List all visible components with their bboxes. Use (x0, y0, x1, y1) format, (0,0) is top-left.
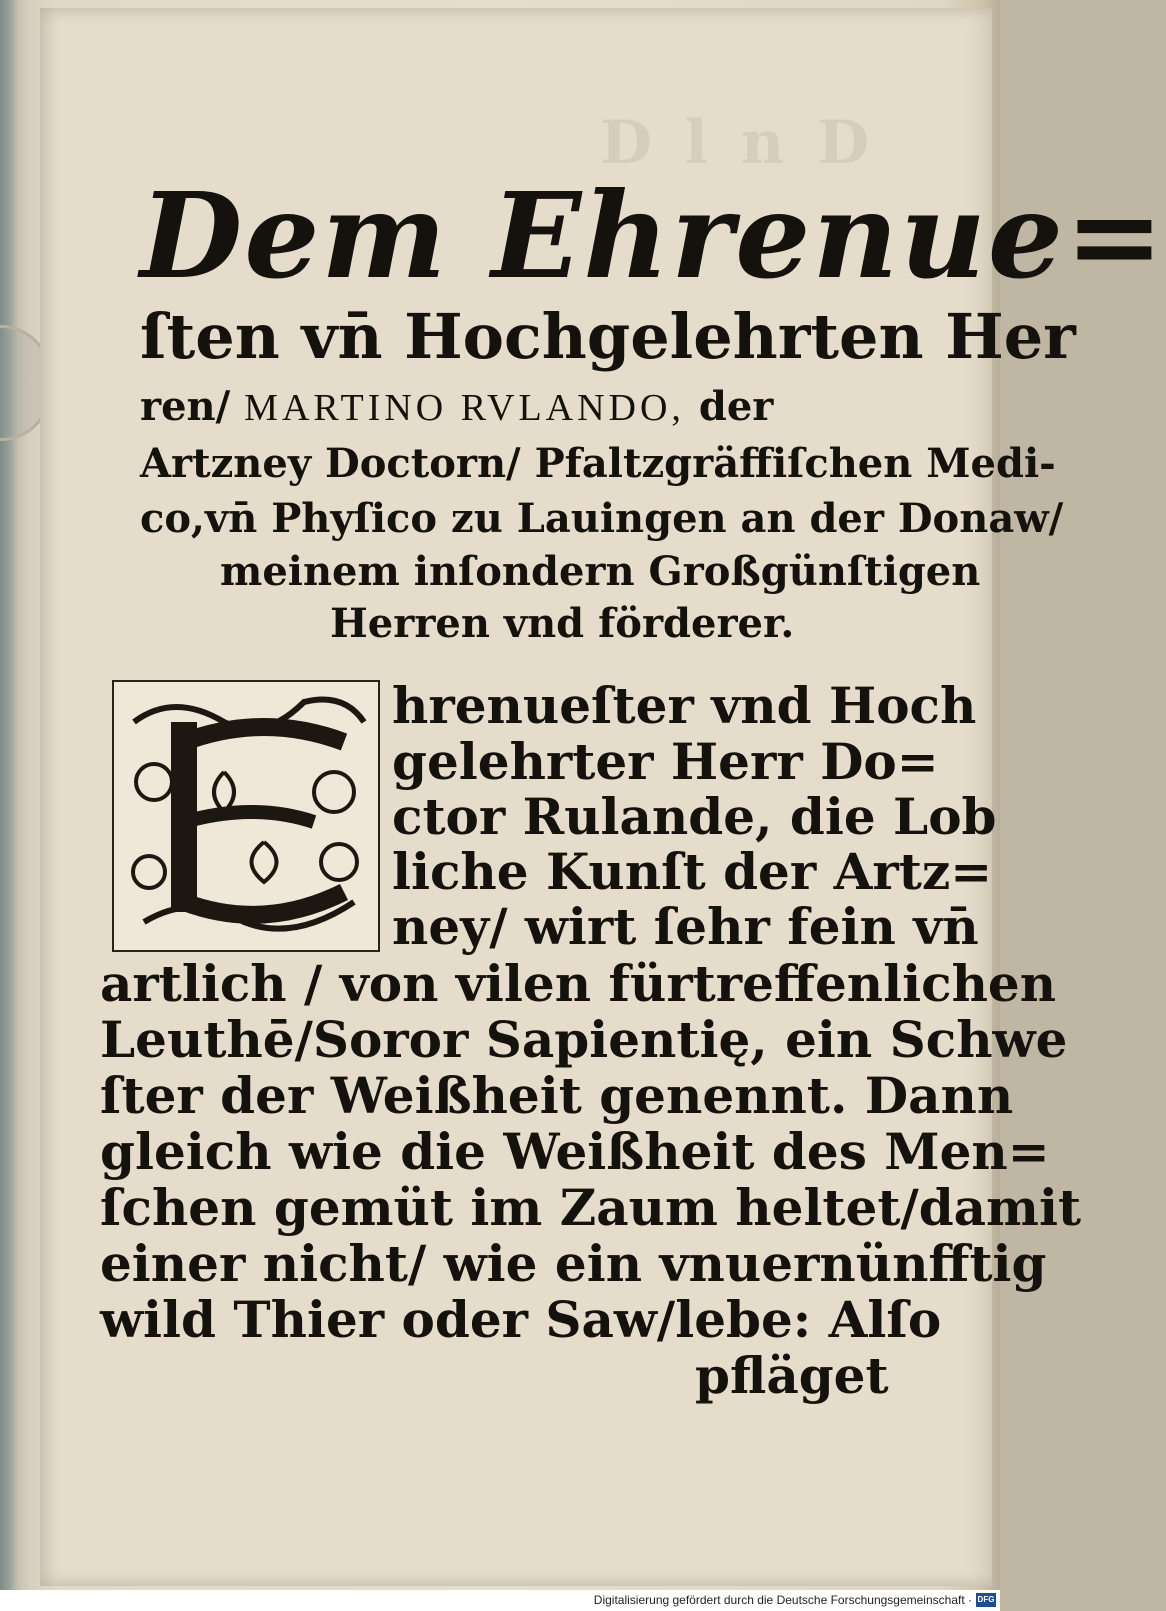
body-line: einer nicht/ wie ein vnuernünfftig (100, 1234, 1047, 1293)
body-line: liche Kunſt der Artz= (392, 842, 993, 901)
body-line: Leuthē/Soror Sapientię, ein Schwe (100, 1010, 1068, 1069)
line-3-name: MARTINO RVLANDO, (244, 387, 685, 429)
body-line: wild Thier oder Saw/lebe: Alſo (100, 1290, 942, 1349)
body-line: gelehrter Herr Do= (392, 732, 939, 791)
body-line: artlich / von vilen fürtreffenlichen (100, 954, 1057, 1013)
show-through-text: D l n D (600, 108, 876, 178)
line-3-prefix: ren/ (140, 383, 231, 430)
title-line-6: meinem inſondern Großgünſtigen (220, 548, 981, 595)
title-line-5: co,vn̄ Phyſico zu Lauingen an der Donaw/ (140, 495, 1064, 542)
footer-credit: Digitalisierung gefördert durch die Deutsche Forschungsgemeinschaft · (593, 1593, 972, 1607)
digitization-footer (0, 1590, 1000, 1611)
dfg-logo-icon: DFG (976, 1593, 996, 1607)
ornament-icon (114, 682, 378, 950)
body-line: ctor Rulande, die Lob (392, 787, 997, 846)
title-line-7: Herren vnd förderer. (330, 600, 795, 647)
body-line: ſter der Weißheit genennt. Dann (100, 1066, 1014, 1125)
body-line: hrenueſter vnd Hoch (392, 676, 977, 735)
line-3-suffix: der (698, 383, 774, 430)
body-line: ſchen gemüt im Zaum heltet/damit (100, 1178, 1082, 1237)
title-line-3 (140, 383, 773, 430)
title-line-2: ſten vn̄ Hochgelehrten Her (140, 300, 1076, 373)
title-line-1: Dem Ehrenue= (140, 166, 1166, 305)
decorated-initial-e (112, 680, 380, 952)
catchword: pfläget (695, 1346, 889, 1405)
title-line-4: Artzney Doctorn/ Pfaltzgräffiſchen Medi- (140, 440, 1056, 487)
body-line: gleich wie die Weißheit des Men= (100, 1122, 1050, 1181)
body-line: ney/ wirt ſehr fein vn̄ (392, 897, 979, 956)
